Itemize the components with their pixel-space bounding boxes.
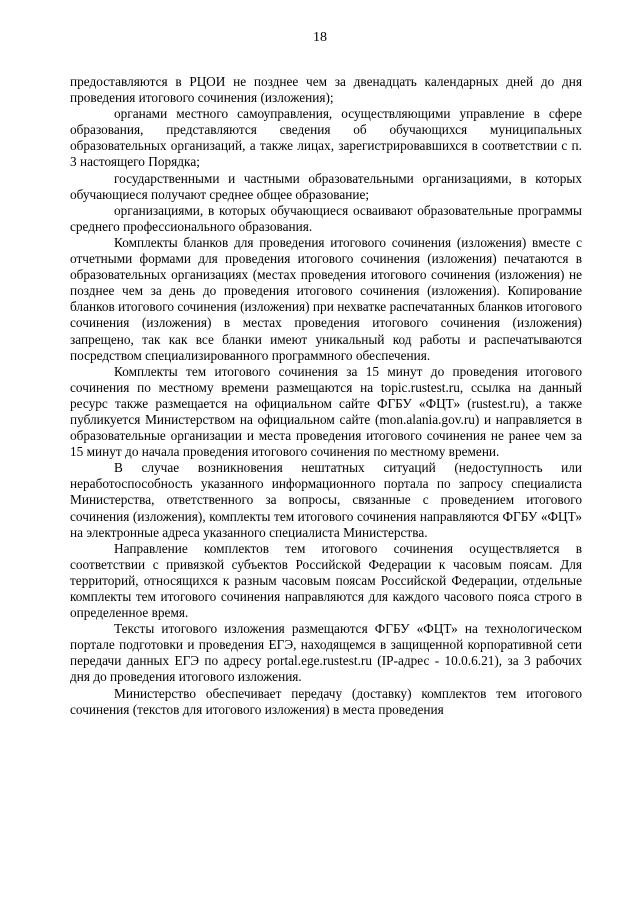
paragraph-6: Комплекты тем итогового сочинения за 15 минут до проведения итогового сочинения по местному времени размещаются на topic.rustest.ru, ссылка на данный ресурс также размещается на официальном сайте ФГБУ «ФЦТ» (rustest.ru), а также публикуется Министерством на официальном сайте (mon.alania.gov.ru) и направляется в образовательные организации и места проведения итогового сочинения не ранее чем за 15 минут до начала проведения итогового сочинения по местному времени. [70,363,582,460]
paragraph-3: государственными и частными образовательными организациями, в которых обучающиеся получают среднее общее образование; [70,170,582,202]
paragraph-1: предоставляются в РЦОИ не позднее чем за двенадцать календарных дней до дня проведения итогового сочинения (изложения); [70,74,582,106]
document-body [70,74,582,718]
paragraph-9: Тексты итогового изложения размещаются ФГБУ «ФЦТ» на технологическом портале подготовки и проведения ЕГЭ, находящемся в защищенной корпоративной сети передачи данных ЕГЭ по адресу portal.ege.rustest.ru (IP-адрес - 10.0.6.21), за 3 рабочих дня до проведения итогового изложения. [70,621,582,685]
paragraph-4: организациями, в которых обучающиеся осваивают образовательные программы среднего профессионального образования. [70,202,582,234]
paragraph-7: В случае возникновения нештатных ситуаций (недоступность или неработоспособность указанного информационного портала по запросу специалиста Министерства, ответственного за вопросы, связанные с проведением итогового сочинения (изложения), комплекты тем итогового сочинения направляются ФГБУ «ФЦТ» на электронные адреса указанного специалиста Министерства. [70,460,582,540]
paragraph-5: Комплекты бланков для проведения итогового сочинения (изложения) вместе с отчетными формами для проведения итогового сочинения (изложения) печатаются в образовательных организациях (местах проведения итогового сочинения (изложения) не позднее чем за день до проведения итогового сочинения (изложения). Копирование бланков итогового сочинения (изложения) при нехватке распечатанных бланков итогового сочинения (изложения) в местах проведения итогового сочинения (изложения) запрещено, так как все бланки имеют уникальный код работы и распечатываются посредством специализированного программного обеспечения. [70,234,582,363]
paragraph-2: органами местного самоуправления, осуществляющими управление в сфере образования, представляются сведения об обучающихся муниципальных образовательных организаций, а также лицах, зарегистрировавшихся в соответствии с п. 3 настоящего Порядка; [70,106,582,170]
paragraph-8: Направление комплектов тем итогового сочинения осуществляется в соответствии с привязкой субъектов Российской Федерации к часовым поясам. Для территорий, относящихся к разным часовым поясам Российской Федерации, отдельные комплекты тем итогового сочинения направляются для каждого часового пояса строго в определенное время. [70,540,582,621]
page-number: 18 [313,30,327,45]
paragraph-10: Министерство обеспечивает передачу (доставку) комплектов тем итогового сочинения (текстов для итогового изложения) в места проведения [70,685,582,717]
